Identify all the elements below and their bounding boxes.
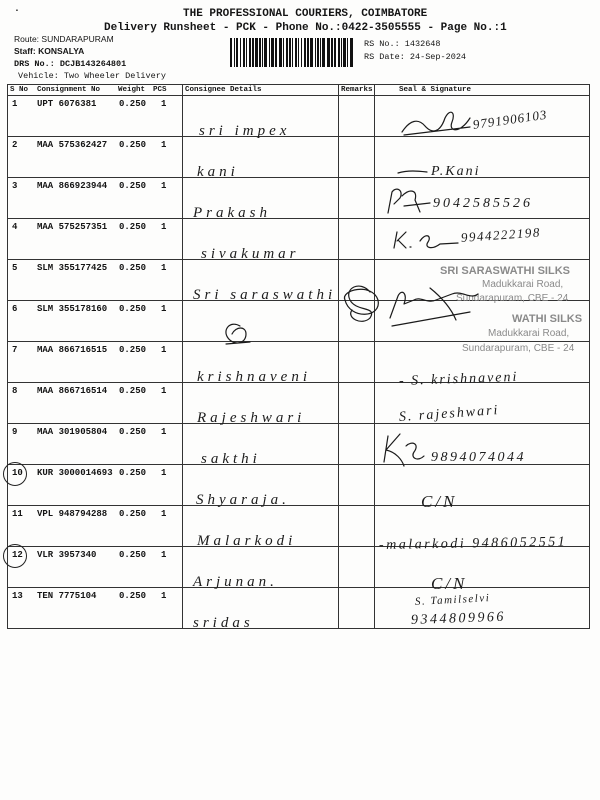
column-header-remarks: Remarks — [341, 86, 373, 94]
consignee-handwritten-name: kani — [197, 164, 239, 180]
rs-number: RS No.: 1432648 — [364, 39, 441, 49]
table-row — [8, 547, 589, 593]
s-no-cell: 4 — [12, 222, 18, 232]
barcode-bar — [322, 38, 325, 67]
runsheet-table — [7, 84, 590, 629]
consignment-no-cell: VLR 3957340 — [37, 550, 97, 560]
company-title: THE PROFESSIONAL COURIERS, COIMBATORE — [183, 8, 428, 20]
s-no-cell: 12 — [12, 550, 23, 560]
barcode-bar — [301, 38, 302, 67]
weight-cell: 0.250 — [119, 509, 147, 519]
pcs-cell: 1 — [161, 386, 167, 396]
signature-note: 9042585526 — [433, 196, 533, 211]
barcode-bar — [269, 38, 270, 67]
signature-note: S. rajeshwari — [398, 402, 500, 425]
pcs-cell: 1 — [161, 591, 167, 601]
pcs-cell: 1 — [161, 99, 167, 109]
barcode-bar — [262, 38, 263, 67]
barcode-bar — [240, 38, 241, 67]
signature-note: 9894074044 — [431, 450, 526, 465]
barcode-bar — [307, 38, 309, 67]
s-no-cell: 11 — [12, 509, 23, 519]
column-header-consignment-no: Consignment No — [37, 86, 101, 94]
barcode-bar — [236, 38, 238, 67]
weight-cell: 0.250 — [119, 386, 147, 396]
vehicle-label: Vehicle: Two Wheeler Delivery — [18, 71, 166, 81]
barcode-bar — [343, 38, 346, 67]
barcode-bar — [255, 38, 258, 67]
table-row — [8, 506, 589, 553]
consignee-handwritten-name: sri impex — [199, 123, 291, 139]
signature-note: - S. krishnaveni — [398, 369, 519, 389]
signature-note: P.Kani — [431, 164, 481, 179]
barcode-bar — [252, 38, 254, 67]
weight-cell: 0.250 — [119, 345, 147, 355]
pcs-cell: 1 — [161, 304, 167, 314]
table-row — [8, 96, 589, 137]
route-label: Route: SUNDARAPURAM — [14, 34, 114, 44]
pcs-cell: 1 — [161, 468, 167, 478]
consignee-handwritten-name: Shyaraja. — [196, 492, 290, 508]
stamp-line: Madukkarai Road, — [488, 328, 570, 339]
barcode-bar — [347, 38, 348, 67]
stamp-line: Madukkarai Road, — [482, 279, 564, 290]
barcode-bar — [234, 38, 235, 67]
consignment-no-cell: MAA 866716515 — [37, 345, 108, 355]
barcode-bar — [298, 38, 299, 67]
barcode-bar — [275, 38, 277, 67]
barcode-bar — [295, 38, 297, 67]
weight-cell: 0.250 — [119, 222, 147, 232]
barcode-bar — [283, 38, 284, 67]
signature-note: 9944222198 — [460, 224, 542, 245]
barcode-bar — [246, 38, 247, 67]
signature-note: 9791906103 — [471, 106, 549, 132]
pcs-cell: 1 — [161, 427, 167, 437]
barcode-bar — [264, 38, 267, 67]
consignment-no-cell: UPT 6076381 — [37, 99, 97, 109]
signature-note: C/N — [431, 574, 468, 593]
pcs-cell: 1 — [161, 263, 167, 273]
barcode-bar — [279, 38, 282, 67]
consignment-no-cell: MAA 301905804 — [37, 427, 108, 437]
column-header-seal-signature: Seal & Signature — [399, 86, 472, 94]
signature-note: C/N — [421, 492, 458, 511]
s-no-cell: 6 — [12, 304, 18, 314]
table-row — [8, 424, 589, 465]
weight-cell: 0.250 — [119, 99, 147, 109]
consignment-no-cell: MAA 575257351 — [37, 222, 108, 232]
barcode-bar — [230, 38, 232, 67]
signature-note: -malarkodi 9486052551 — [378, 534, 568, 553]
barcode-bar — [289, 38, 291, 67]
s-no-cell: 7 — [12, 345, 18, 355]
table-row — [8, 588, 589, 629]
table-row — [8, 219, 589, 260]
barcode-bar — [341, 38, 342, 67]
corner-mark: . — [15, 0, 19, 14]
consignment-no-cell: MAA 866923944 — [37, 181, 108, 191]
consignee-handwritten-name: Arjunan. — [193, 574, 278, 590]
barcode-bar — [320, 38, 321, 67]
barcode-bar — [315, 38, 316, 67]
consignment-no-cell: MAA 575362427 — [37, 140, 108, 150]
s-no-cell: 8 — [12, 386, 18, 396]
barcode-bar — [286, 38, 288, 67]
consignee-handwritten-name: sakthi — [201, 451, 261, 467]
signature-note: S. Tamilselvi — [414, 592, 491, 608]
staff-label: Staff: KONSALYA — [14, 46, 85, 56]
drs-number: DRS No.: DCJB143264801 — [14, 59, 127, 69]
stamp-line: WATHI SILKS — [512, 313, 583, 325]
runsheet-subtitle: Delivery Runsheet - PCK - Phone No.:0422-3505555 - Page No.:1 — [104, 22, 507, 34]
s-no-cell: 13 — [12, 591, 23, 601]
weight-cell: 0.250 — [119, 468, 147, 478]
column-header-weight: Weight — [118, 86, 146, 94]
signature-note: 9344809966 — [410, 609, 507, 628]
weight-cell: 0.250 — [119, 304, 147, 314]
pcs-cell: 1 — [161, 140, 167, 150]
barcode-bar — [259, 38, 261, 67]
barcode-bar — [271, 38, 274, 67]
stamp-line: SRI SARASWATHI SILKS — [440, 265, 570, 277]
barcode-bar — [243, 38, 245, 67]
stamp-line: Sundarapuram, CBE - 24 — [462, 343, 575, 354]
table-header-row — [8, 84, 589, 96]
s-no-cell: 9 — [12, 427, 18, 437]
weight-cell: 0.250 — [119, 140, 147, 150]
column-header-consignee-details: Consignee Details — [185, 86, 262, 94]
barcode-bar — [310, 38, 313, 67]
table-row — [8, 383, 589, 424]
barcode-bar — [350, 38, 353, 67]
barcode-bar — [327, 38, 330, 67]
stamp-line: Sundarapuram, CBE - 24 — [456, 293, 569, 304]
table-row — [8, 465, 589, 511]
consignment-no-cell: VPL 948794288 — [37, 509, 108, 519]
consignee-handwritten-name: krishnaveni — [197, 369, 311, 385]
barcode-bar — [338, 38, 340, 67]
barcode-bar — [334, 38, 336, 67]
weight-cell: 0.250 — [119, 550, 147, 560]
pcs-cell: 1 — [161, 222, 167, 232]
barcode-bar — [317, 38, 319, 67]
barcode-bar — [331, 38, 333, 67]
pcs-cell: 1 — [161, 345, 167, 355]
s-no-cell: 5 — [12, 263, 18, 273]
s-no-cell: 10 — [12, 468, 23, 478]
consignee-handwritten-name: Malarkodi — [197, 533, 297, 549]
s-no-cell: 1 — [12, 99, 18, 109]
consignee-handwritten-name: sridas — [193, 615, 254, 631]
barcode — [230, 38, 356, 67]
consignee-handwritten-name: Sri saraswathi — [193, 287, 337, 303]
column-header-s-no: S No — [10, 86, 29, 94]
pcs-cell: 1 — [161, 550, 167, 560]
pcs-cell: 1 — [161, 509, 167, 519]
weight-cell: 0.250 — [119, 181, 147, 191]
s-no-cell: 3 — [12, 181, 18, 191]
barcode-bar — [249, 38, 251, 67]
rs-date: RS Date: 24-Sep-2024 — [364, 52, 467, 62]
table-row — [8, 137, 589, 178]
weight-cell: 0.250 — [119, 591, 147, 601]
weight-cell: 0.250 — [119, 263, 147, 273]
consignment-no-cell: SLM 355177425 — [37, 263, 108, 273]
consignment-no-cell: KUR 3000014693 — [37, 468, 113, 478]
consignment-no-cell: TEN 7775104 — [37, 591, 97, 601]
table-row — [8, 178, 589, 219]
consignment-no-cell: MAA 866716514 — [37, 386, 108, 396]
consignment-no-cell: SLM 355178160 — [37, 304, 108, 314]
barcode-bar — [304, 38, 306, 67]
barcode-bar — [292, 38, 293, 67]
pcs-cell: 1 — [161, 181, 167, 191]
consignee-handwritten-name: Rajeshwari — [197, 410, 306, 426]
consignee-handwritten-name: Prakash — [193, 205, 271, 221]
weight-cell: 0.250 — [119, 427, 147, 437]
column-header-pcs: PCS — [153, 86, 167, 94]
consignee-handwritten-name: sivakumar — [201, 246, 300, 262]
s-no-cell: 2 — [12, 140, 18, 150]
